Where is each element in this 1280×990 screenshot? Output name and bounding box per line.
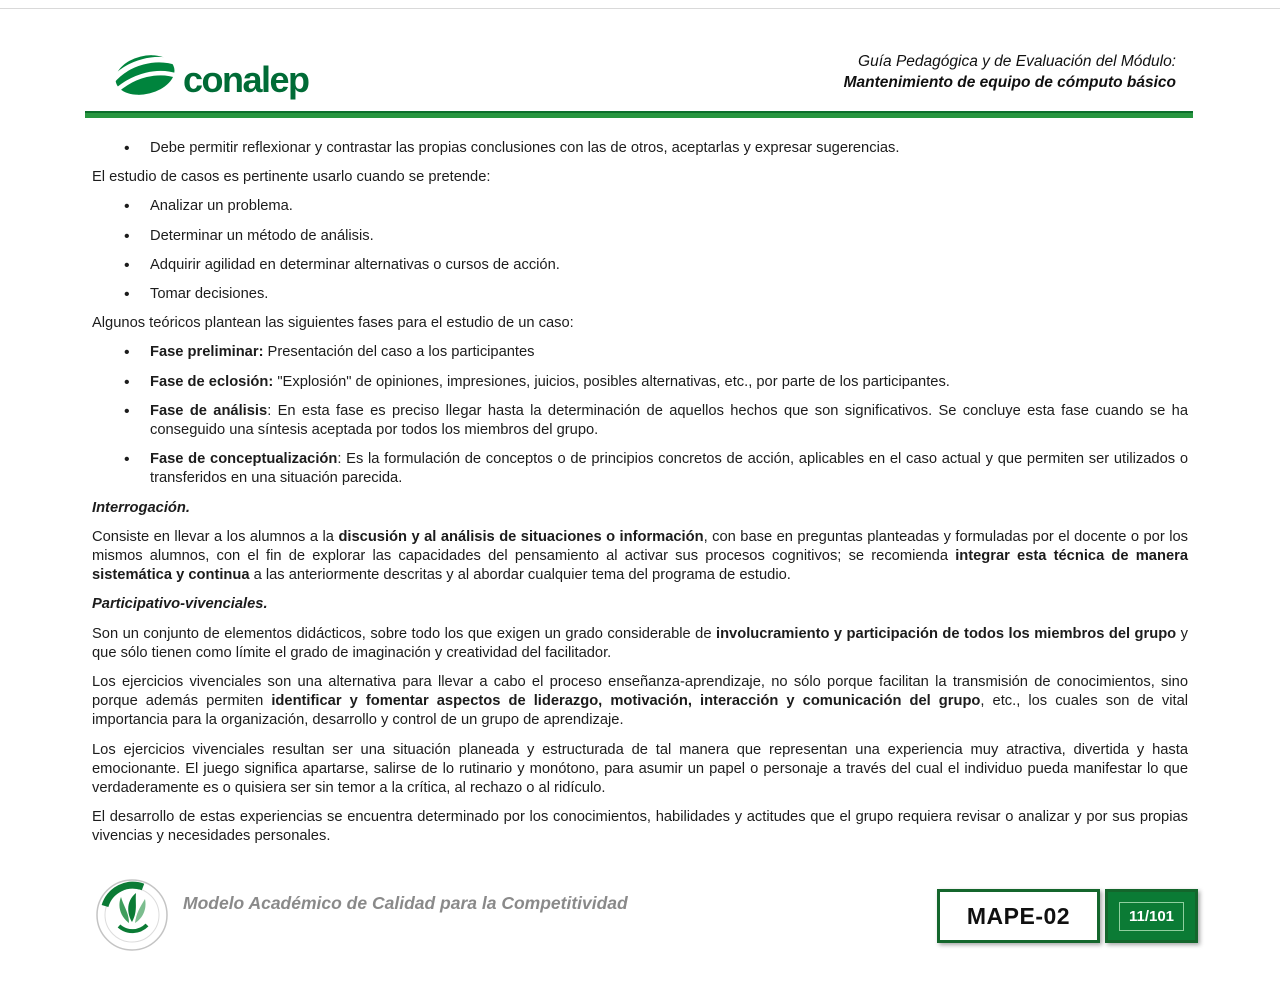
- conalep-logo: [112, 50, 309, 100]
- paragraph-text: Los ejercicios vivenciales son una alternativa para llevar a cabo el proceso enseñanza-aprendizaje, no sólo porque facilitan la transmisión de conocimientos, sino porque además permiten: [92, 674, 1188, 710]
- paragraph-text: Son un conjunto de elementos didácticos, sobre todo los que exigen un grado considerable de: [92, 625, 716, 642]
- phase-lead: Fase de eclosión:: [150, 373, 274, 390]
- header-title-line1: Guía Pedagógica y de Evaluación del Módulo:: [858, 53, 1176, 70]
- phase-text: : En esta fase es preciso llegar hasta la determinación de aquellos hechos que son significativos. Se concluye esta fase cuando se ha conseguido una síntesis aceptada por todos los miembros del grupo.: [150, 402, 1188, 439]
- participativo-paragraph-1: [92, 625, 1188, 663]
- phase-lead: Fase de análisis: [150, 402, 268, 419]
- footer-code-group: [937, 889, 1198, 943]
- bullet-text: Debe permitir reflexionar y contrastar las propias conclusiones con las de otros, aceptarlas y expresar sugerencias.: [150, 140, 900, 156]
- list-item: [92, 256, 1188, 275]
- list-item: [92, 402, 1188, 440]
- bullet-text: Adquirir agilidad en determinar alternativas o cursos de acción.: [150, 256, 560, 273]
- participativo-paragraph-2: [92, 673, 1188, 731]
- paragraph-text: Consiste en llevar a los alumnos a la: [92, 528, 339, 545]
- phase-text: Presentación del caso a los participantes: [263, 344, 535, 361]
- section-heading-participativo: Participativo-vivenciales.: [92, 596, 268, 613]
- conalep-seal-icon: [95, 878, 169, 952]
- footer-motto: Modelo Académico de Calidad para la Competitividad: [183, 893, 628, 913]
- top-divider: [0, 8, 1280, 9]
- paragraph-bold: identificar y fomentar aspectos de liderazgo, motivación, interacción y comunicación del grupo: [271, 693, 981, 710]
- paragraph-bold: involucramiento y participación de todos los miembros del grupo: [716, 625, 1177, 642]
- page-number-box: [1105, 889, 1198, 943]
- paragraph-text: , etc., los cuales son de vital importancia para la organización, desarrollo y control de un grupo de aprendizaje.: [92, 693, 1189, 729]
- list-item: [92, 227, 1188, 246]
- paragraph-bold: discusión y al análisis de situaciones o información: [338, 528, 704, 545]
- page-header: [112, 50, 1176, 100]
- bullet-text: Analizar un problema.: [150, 198, 293, 215]
- paragraph-text: , con base en preguntas planteadas y formuladas por el docente o por los mismos alumnos, con el fin de explorar las capacidades del pensamiento al activar sus procesos cognitivos; se recomienda: [92, 528, 1188, 565]
- bullet-text: Determinar un método de análisis.: [150, 227, 374, 244]
- conalep-logo-text: conalep: [183, 59, 309, 100]
- conalep-swoosh-icon: [112, 50, 178, 100]
- interrogacion-paragraph: [92, 528, 1188, 586]
- header-titles: [844, 50, 1176, 93]
- phase-text: : Es la formulación de conceptos o de principios concretos de acción, aplicables en el caso actual y que permiten ser utilizados o transferidos en una situación parecida.: [150, 451, 1188, 487]
- paragraph-text: a las anteriormente descritas y al abordar cualquier tema del programa de estudio.: [249, 567, 791, 584]
- header-title-line2: Mantenimiento de equipo de cómputo básico: [843, 73, 1176, 91]
- header-green-divider: [85, 111, 1193, 118]
- phase-lead: Fase de conceptualización: [150, 451, 338, 468]
- list-item: [92, 450, 1188, 488]
- list-item: [92, 139, 1188, 158]
- body-content: [92, 139, 1188, 857]
- participativo-paragraph-4: El desarrollo de estas experiencias se encuentra determinado por los conocimientos, habilidades y actitudes que el grupo requiera revisar o analizar y por sus propias vivencias y necesidades personales.: [92, 809, 1188, 845]
- bullet-text: Tomar decisiones.: [150, 286, 269, 303]
- paragraph-bold: integrar esta técnica de manera sistemática y continua: [92, 548, 1188, 584]
- phases-bullet-list: [92, 343, 1188, 488]
- intro-bullet-list: [92, 139, 1188, 158]
- phase-lead: Fase preliminar:: [150, 344, 264, 361]
- page-number: 11/101: [1119, 902, 1184, 931]
- phase-text: "Explosión" de opiniones, impresiones, juicios, posibles alternativas, etc., por parte de los participantes.: [273, 373, 950, 390]
- list-item: [92, 343, 1188, 362]
- section-heading-interrogacion: Interrogación.: [92, 499, 190, 516]
- participativo-paragraph-3: Los ejercicios vivenciales resultan ser una situación planeada y estructurada de tal manera que representan una experiencia muy atractiva, divertida y hasta emocionante. El juego significa apartarse, salirse de lo rutinario y monótono, para asumir un papel o personaje a través del cual el individuo pueda manifestar lo que verdaderamente es o quisiera ser sin temor a la crítica, al rechazo o al ridículo.: [92, 741, 1188, 797]
- list-item: [92, 373, 1188, 392]
- list-item: [92, 285, 1188, 304]
- list-item: [92, 197, 1188, 216]
- cases-intro-paragraph: El estudio de casos es pertinente usarlo cuando se pretende:: [92, 169, 491, 186]
- document-code-box: MAPE-02: [937, 889, 1100, 943]
- paragraph-text: y que sólo tienen como límite el grado de imaginación y creatividad del facilitador.: [92, 625, 1188, 661]
- cases-bullet-list: [92, 197, 1188, 304]
- phases-intro-paragraph: Algunos teóricos plantean las siguientes fases para el estudio de un caso:: [92, 315, 574, 332]
